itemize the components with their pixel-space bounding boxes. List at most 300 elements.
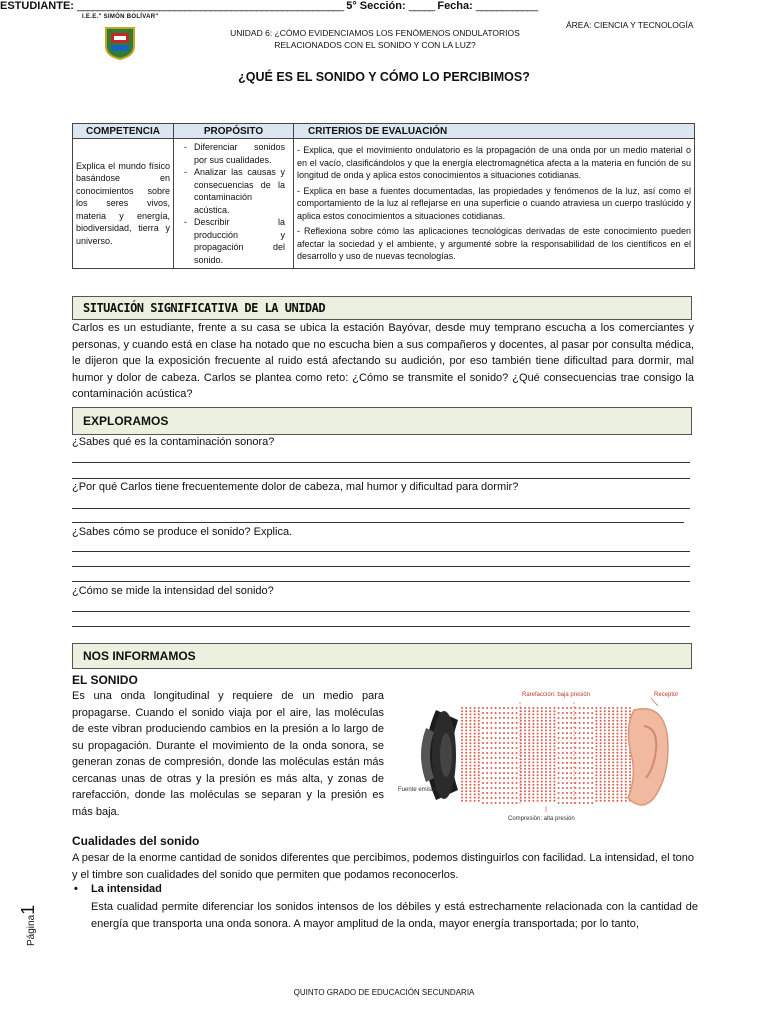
molecule-dot — [478, 797, 480, 799]
molecule-dot — [524, 765, 526, 767]
molecule-dot — [625, 800, 627, 802]
molecule-dot — [545, 726, 547, 728]
molecule-dot — [524, 774, 526, 776]
molecule-dot — [574, 797, 576, 799]
molecule-dot — [503, 737, 505, 739]
molecule-dot — [511, 787, 513, 789]
molecule-dot — [604, 729, 606, 731]
molecule-dot — [608, 742, 610, 744]
molecule-dot — [528, 755, 530, 757]
molecule-dot — [499, 782, 501, 784]
molecule-dot — [600, 710, 602, 712]
molecule-dot — [600, 736, 602, 738]
molecule-dot — [482, 777, 484, 779]
molecule-dot — [545, 729, 547, 731]
molecule-dot — [621, 729, 623, 731]
molecule-dot — [600, 797, 602, 799]
molecule-dot — [516, 792, 518, 794]
molecule-dot — [532, 784, 534, 786]
molecule-dot — [612, 720, 614, 722]
molecule-dot — [583, 792, 585, 794]
answer-line[interactable] — [72, 522, 684, 523]
molecule-dot — [604, 787, 606, 789]
molecule-dot — [612, 793, 614, 795]
molecule-dot — [625, 758, 627, 760]
molecule-dot — [474, 752, 476, 754]
molecule-dot — [541, 720, 543, 722]
molecule-dot — [486, 742, 488, 744]
molecule-dot — [499, 742, 501, 744]
molecule-dot — [516, 712, 518, 714]
molecule-dot — [570, 752, 572, 754]
molecule-dot — [608, 797, 610, 799]
molecule-dot — [591, 802, 593, 804]
molecule-dot — [558, 787, 560, 789]
proposito-cell — [174, 139, 294, 269]
molecule-dot — [616, 793, 618, 795]
molecule-dot — [587, 722, 589, 724]
molecule-dot — [541, 723, 543, 725]
molecule-dot — [490, 772, 492, 774]
molecule-dot — [553, 720, 555, 722]
molecule-dot — [516, 757, 518, 759]
header-competencia: COMPETENCIA — [73, 124, 174, 139]
molecule-dot — [621, 707, 623, 709]
molecule-dot — [570, 782, 572, 784]
molecule-dot — [562, 772, 564, 774]
molecule-dot — [558, 732, 560, 734]
molecule-dot — [570, 802, 572, 804]
molecule-dot — [541, 761, 543, 763]
molecule-dot — [545, 774, 547, 776]
molecule-dot — [537, 745, 539, 747]
molecule-dot — [469, 777, 471, 779]
molecule-dot — [503, 782, 505, 784]
molecule-dot — [545, 765, 547, 767]
molecule-dot — [503, 742, 505, 744]
molecule-dot — [461, 784, 463, 786]
header-proposito: PROPÓSITO — [174, 124, 294, 139]
molecule-dot — [625, 736, 627, 738]
molecule-dot — [478, 758, 480, 760]
answer-line[interactable] — [72, 566, 690, 567]
molecule-dot — [616, 720, 618, 722]
molecule-dot — [574, 772, 576, 774]
molecule-dot — [608, 723, 610, 725]
molecule-dot — [621, 745, 623, 747]
molecule-dot — [499, 707, 501, 709]
proposito-item: - Describir la producción y propagación del sonido. — [184, 216, 285, 266]
answer-line[interactable] — [72, 478, 690, 479]
molecule-dot — [579, 802, 581, 804]
molecule-dot — [562, 782, 564, 784]
molecule-dot — [528, 707, 530, 709]
cualidades-title: Cualidades del sonido — [72, 834, 200, 848]
molecule-dot — [499, 767, 501, 769]
molecule-dot — [511, 752, 513, 754]
molecule-dot — [495, 767, 497, 769]
molecule-dot — [465, 797, 467, 799]
molecule-dot — [545, 793, 547, 795]
molecule-dot — [516, 772, 518, 774]
molecule-dot — [621, 717, 623, 719]
molecule-dot — [532, 717, 534, 719]
molecule-dot — [469, 790, 471, 792]
molecule-dot — [600, 745, 602, 747]
molecule-dot — [570, 742, 572, 744]
molecule-dot — [495, 797, 497, 799]
molecule-dot — [558, 722, 560, 724]
molecule-dot — [625, 765, 627, 767]
molecule-dot — [469, 768, 471, 770]
molecule-dot — [495, 707, 497, 709]
molecule-dot — [608, 729, 610, 731]
molecule-dot — [621, 755, 623, 757]
molecule-dot — [528, 771, 530, 773]
molecule-dot — [558, 727, 560, 729]
molecule-dot — [587, 717, 589, 719]
molecule-dot — [621, 777, 623, 779]
molecule-dot — [490, 782, 492, 784]
molecule-dot — [621, 739, 623, 741]
molecule-dot — [461, 739, 463, 741]
molecule-dot — [621, 787, 623, 789]
molecule-dot — [503, 767, 505, 769]
molecule-dot — [474, 793, 476, 795]
molecule-dot — [629, 777, 631, 779]
molecule-dot — [503, 792, 505, 794]
molecule-dot — [629, 758, 631, 760]
molecule-dot — [532, 745, 534, 747]
molecule-dot — [532, 761, 534, 763]
molecule-dot — [562, 757, 564, 759]
molecule-dot — [486, 712, 488, 714]
molecule-dot — [474, 781, 476, 783]
molecule-dot — [537, 774, 539, 776]
molecule-dot — [545, 790, 547, 792]
molecule-dot — [616, 787, 618, 789]
molecule-dot — [612, 752, 614, 754]
answer-line[interactable] — [72, 551, 690, 552]
molecule-dot — [583, 727, 585, 729]
molecule-dot — [549, 739, 551, 741]
molecule-dot — [524, 739, 526, 741]
situacion-text: Carlos es un estudiante, frente a su casa se ubica la estación Bayóvar, desde muy temprano escucha a los comerciantes y personas, y cuando está en clase ha notado que no escucha bien a sus compañeros y docentes, al pasar por consulta médica, le dijeron que la exposición frecuente al ruido está afectando su audición, por eso también tiene dificultad para dormir, mal humor y dolor de cabeza. Carlos se plantea como reto: ¿Cómo se transmite el sonido? ¿Qué consecuencias trae consigo la contaminación acústica? — [72, 322, 694, 400]
molecule-dot — [495, 762, 497, 764]
molecule-dot — [532, 755, 534, 757]
molecule-dot — [503, 797, 505, 799]
molecule-dot — [461, 768, 463, 770]
molecule-dot — [616, 710, 618, 712]
molecule-dot — [600, 733, 602, 735]
molecule-dot — [608, 752, 610, 754]
molecule-dot — [524, 726, 526, 728]
molecule-dot — [507, 772, 509, 774]
molecule-dot — [587, 707, 589, 709]
molecule-dot — [604, 742, 606, 744]
molecule-dot — [461, 729, 463, 731]
molecule-dot — [591, 767, 593, 769]
molecule-dot — [511, 792, 513, 794]
molecule-dot — [583, 782, 585, 784]
molecule-dot — [486, 757, 488, 759]
molecule-dot — [553, 787, 555, 789]
molecule-dot — [532, 771, 534, 773]
molecule-dot — [579, 762, 581, 764]
molecule-dot — [604, 720, 606, 722]
answer-line[interactable] — [72, 462, 690, 463]
molecule-dot — [528, 726, 530, 728]
molecule-dot — [478, 765, 480, 767]
molecule-dot — [604, 784, 606, 786]
molecule-dot — [532, 707, 534, 709]
molecule-dot — [629, 707, 631, 709]
molecule-dot — [625, 710, 627, 712]
molecule-dot — [595, 707, 597, 709]
molecule-dot — [511, 737, 513, 739]
molecule-dot — [604, 726, 606, 728]
molecule-dot — [587, 767, 589, 769]
molecule-dot — [482, 747, 484, 749]
molecule-dot — [621, 749, 623, 751]
competencia-cell: Explica el mundo físico basándose en conocimientos sobre los seres vivos, materia y energía, biodiversidad, tierra y universo. — [73, 139, 174, 269]
molecule-dot — [566, 707, 568, 709]
footer: QUINTO GRADO DE EDUCACIÓN SECUNDARIA — [293, 988, 475, 997]
molecule-dot — [629, 765, 631, 767]
molecule-dot — [579, 792, 581, 794]
molecule-dot — [528, 774, 530, 776]
molecule-dot — [461, 713, 463, 715]
molecule-dot — [528, 768, 530, 770]
criterio-item: - Explica en base a fuentes documentadas, las propiedades y fenómenos de la luz, así como el comportamiento de la luz al reflejarse en una superficie o cuando atraviesa un cuerpo traslúcido y aplica estos conocimientos a situaciones cotidianas. — [297, 185, 691, 223]
molecule-dot — [608, 777, 610, 779]
intensidad-text: Esta cualidad permite diferenciar los sonidos intensos de los débiles y está estrechamente relacionada con la cantidad de energía que transporta una onda sonora. A mayor amplitud de la onda, mayor energía transportada; por lo tanto, — [91, 901, 698, 930]
molecule-dot — [469, 729, 471, 731]
receptor-label: Receptor — [654, 692, 679, 698]
molecule-dot — [478, 736, 480, 738]
molecule-dot — [469, 733, 471, 735]
molecule-dot — [537, 765, 539, 767]
molecule-dot — [616, 739, 618, 741]
molecule-dot — [612, 717, 614, 719]
molecule-dot — [604, 797, 606, 799]
molecule-dot — [549, 797, 551, 799]
answer-line[interactable] — [72, 626, 690, 627]
molecule-dot — [465, 726, 467, 728]
molecule-dot — [461, 742, 463, 744]
molecule-dot — [499, 757, 501, 759]
molecule-dot — [532, 781, 534, 783]
molecule-dot — [499, 792, 501, 794]
molecule-dot — [579, 737, 581, 739]
molecule-dot — [461, 717, 463, 719]
molecule-dot — [621, 784, 623, 786]
molecule-dot — [474, 765, 476, 767]
molecule-dot — [511, 722, 513, 724]
molecule-dot — [507, 742, 509, 744]
molecule-dot — [482, 742, 484, 744]
molecule-dot — [608, 733, 610, 735]
molecule-dot — [528, 784, 530, 786]
molecule-dot — [503, 732, 505, 734]
molecule-dot — [528, 761, 530, 763]
molecule-dot — [562, 787, 564, 789]
compresion-label: Compresión: alta presión — [508, 816, 575, 822]
molecule-dot — [537, 707, 539, 709]
molecule-dot — [625, 745, 627, 747]
molecule-dot — [511, 767, 513, 769]
molecule-dot — [478, 729, 480, 731]
answer-line[interactable] — [72, 581, 690, 582]
molecule-dot — [612, 726, 614, 728]
molecule-dot — [545, 784, 547, 786]
molecule-dot — [545, 723, 547, 725]
molecule-dot — [625, 720, 627, 722]
molecule-dot — [587, 787, 589, 789]
molecule-dot — [574, 787, 576, 789]
intensidad-bullet: • — [74, 883, 78, 895]
molecule-dot — [490, 732, 492, 734]
molecule-dot — [579, 772, 581, 774]
molecule-dot — [474, 749, 476, 751]
molecule-dot — [524, 793, 526, 795]
molecule-dot — [532, 739, 534, 741]
molecule-dot — [474, 720, 476, 722]
molecule-dot — [625, 752, 627, 754]
molecule-dot — [532, 758, 534, 760]
molecule-dot — [528, 720, 530, 722]
molecule-dot — [461, 726, 463, 728]
molecule-dot — [528, 749, 530, 751]
answer-line[interactable] — [72, 611, 690, 612]
molecule-dot — [549, 787, 551, 789]
molecule-dot — [612, 800, 614, 802]
molecule-dot — [474, 800, 476, 802]
molecule-dot — [612, 739, 614, 741]
molecule-dot — [616, 755, 618, 757]
molecule-dot — [553, 800, 555, 802]
molecule-dot — [474, 713, 476, 715]
molecule-dot — [549, 768, 551, 770]
molecule-dot — [566, 732, 568, 734]
molecule-dot — [532, 752, 534, 754]
molecule-dot — [625, 726, 627, 728]
molecule-dot — [591, 752, 593, 754]
molecule-dot — [490, 747, 492, 749]
molecule-dot — [558, 782, 560, 784]
molecule-dot — [600, 707, 602, 709]
molecule-dot — [579, 767, 581, 769]
molecule-dot — [587, 742, 589, 744]
molecule-dot — [516, 767, 518, 769]
molecule-dot — [495, 792, 497, 794]
molecule-dot — [541, 749, 543, 751]
molecule-dot — [537, 742, 539, 744]
molecule-dot — [465, 768, 467, 770]
molecule-dot — [465, 787, 467, 789]
molecule-dot — [625, 717, 627, 719]
molecule-dot — [583, 737, 585, 739]
molecule-dot — [579, 712, 581, 714]
criterios-cell — [294, 139, 695, 269]
molecule-dot — [465, 752, 467, 754]
molecule-dot — [545, 758, 547, 760]
molecule-dot — [616, 729, 618, 731]
unit-title: UNIDAD 6: ¿CÓMO EVIDENCIAMOS LOS FENÓMENOS ONDULATORIOS RELACIONADOS CON EL SONIDO Y CON LA LUZ? — [230, 28, 520, 50]
molecule-dot — [524, 781, 526, 783]
molecule-dot — [524, 729, 526, 731]
molecule-dot — [495, 777, 497, 779]
molecule-dot — [549, 745, 551, 747]
molecule-dot — [558, 737, 560, 739]
molecule-dot — [616, 784, 618, 786]
molecule-dot — [474, 790, 476, 792]
molecule-dot — [583, 717, 585, 719]
molecule-dot — [486, 732, 488, 734]
molecule-dot — [600, 771, 602, 773]
molecule-dot — [486, 787, 488, 789]
molecule-dot — [537, 761, 539, 763]
molecule-dot — [482, 767, 484, 769]
molecule-dot — [566, 717, 568, 719]
molecule-dot — [469, 774, 471, 776]
molecule-dot — [612, 787, 614, 789]
molecule-dot — [595, 710, 597, 712]
molecule-dot — [474, 729, 476, 731]
molecule-dot — [486, 752, 488, 754]
molecule-dot — [478, 726, 480, 728]
answer-line[interactable] — [72, 508, 690, 509]
molecule-dot — [524, 777, 526, 779]
molecule-dot — [612, 771, 614, 773]
molecule-dot — [490, 787, 492, 789]
molecule-dot — [490, 797, 492, 799]
molecule-dot — [566, 797, 568, 799]
molecule-dot — [507, 712, 509, 714]
molecule-dot — [541, 787, 543, 789]
molecule-dot — [616, 707, 618, 709]
molecule-dot — [625, 707, 627, 709]
molecule-dot — [616, 790, 618, 792]
molecule-dot — [608, 793, 610, 795]
molecule-dot — [524, 768, 526, 770]
molecule-dot — [478, 787, 480, 789]
molecule-dot — [558, 777, 560, 779]
molecule-dot — [490, 762, 492, 764]
molecule-dot — [608, 739, 610, 741]
molecule-dot — [490, 757, 492, 759]
molecule-dot — [465, 749, 467, 751]
molecule-dot — [482, 782, 484, 784]
molecule-dot — [474, 710, 476, 712]
molecule-dot — [461, 733, 463, 735]
molecule-dot — [616, 713, 618, 715]
molecule-dot — [625, 777, 627, 779]
molecule-dot — [537, 787, 539, 789]
molecule-dot — [558, 742, 560, 744]
molecule-dot — [570, 757, 572, 759]
molecule-dot — [608, 720, 610, 722]
molecule-dot — [562, 802, 564, 804]
molecule-dot — [587, 712, 589, 714]
molecule-dot — [579, 777, 581, 779]
molecule-dot — [616, 733, 618, 735]
molecule-dot — [461, 787, 463, 789]
molecule-dot — [503, 802, 505, 804]
molecule-dot — [469, 765, 471, 767]
molecule-dot — [495, 742, 497, 744]
molecule-dot — [608, 784, 610, 786]
